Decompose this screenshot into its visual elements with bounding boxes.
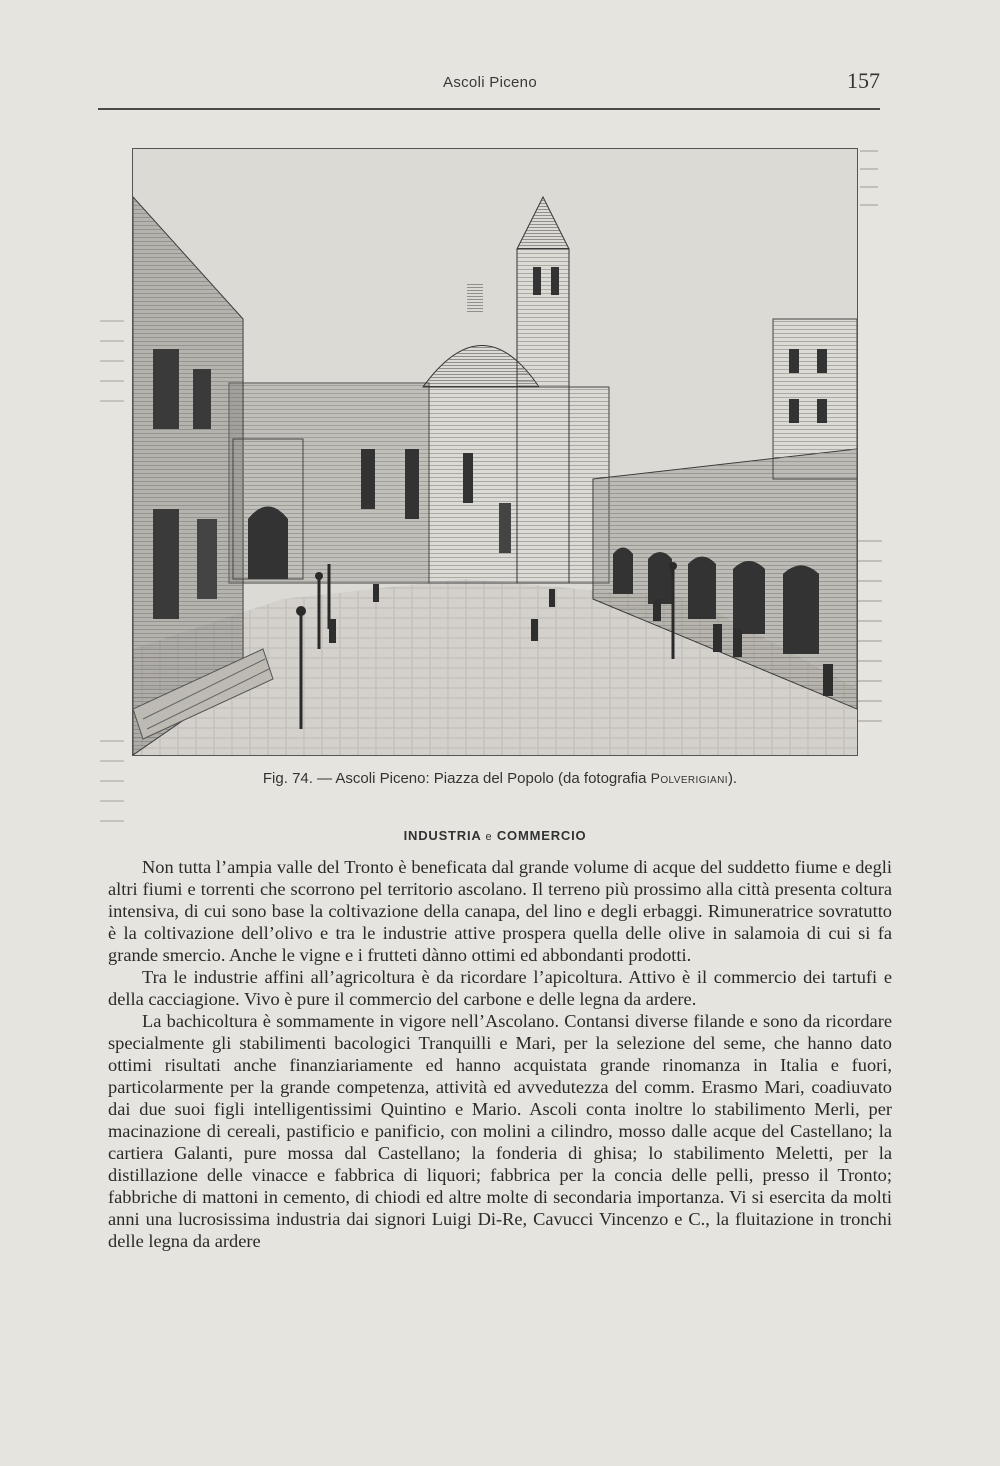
- heading-industria: INDUSTRIA: [403, 828, 482, 843]
- paragraph: Tra le industrie affini all’agricoltura è da ricordare l’apicoltura. Attivo è il commercio dei tartufi e della cacciagione. Vivo è pure il commercio del carbone e delle legna da ardere.: [108, 967, 892, 1009]
- running-head: [100, 68, 880, 102]
- paragraph: Non tutta l’ampia valle del Tronto è beneficata dal grande volume di acque del suddetto fiume e degli altri fiumi e torrenti che scorrono pel territorio ascolano. Il terreno più prossimo alla città presenta coltura intensiva, di cui sono base la coltivazione della canapa, del lino e degli erbaggi. Rimuneratrice sovratutto è la coltivazione dell’olivo e tra le industrie attive prospera quella delle olive in salamoia di cui si fa grande smercio. Anche le vigne e i frutteti dànno ottimi ed abbondanti prodotti.: [108, 857, 892, 965]
- body-text: [108, 856, 892, 1252]
- figure-piazza-del-popolo-engraving: [132, 148, 858, 756]
- caption-suffix: ).: [727, 770, 738, 787]
- engraving-illustration: [133, 149, 857, 755]
- heading-commercio: COMMERCIO: [496, 828, 587, 843]
- caption-photographer: Polverigiani: [650, 770, 728, 786]
- section-heading: [100, 828, 890, 843]
- paragraph: La bachicoltura è sommamente in vigore nell’Ascolano. Contansi diverse filande e sono da ricordare specialmente gli stabilimenti bacologici Tranquilli e Mari, per la selezione del seme, che hanno dato ottimi risultati anche finanziariamente ed hanno acquistata grande rinomanza in Italia e fuori, particolarmente per la grande competenza, attività ed avvedutezza del comm. Erasmo Mari, coadiuvato dai due suoi figli intelligentissimi Quintino e Mario. Ascoli conta inoltre lo stabilimento Merli, per macinazione di cereali, pastificio e panificio, con molini a cilindro, mosso dalle acque del Castellano; la cartiera Galanti, pure mossa dal Castellano; la fonderia di ghisa; lo stabilimento Meletti, per la distillazione delle vinacce e fabbrica di liquori; fabbrica per la concia delle pelli, presso il Tronto; fabbriche di mattoni in cemento, di chiodi ed altre molte di secondaria importanza. Vi si esercita da molti anni una lucrosissima industria dai signori Luigi Di-Re, Cavucci Vincenzo e C., la fluitazione in tronchi delle legna da ardere: [108, 1011, 892, 1251]
- caption-text: Fig. 74. — Ascoli Piceno: Piazza del Popolo (da fotografia: [262, 770, 647, 787]
- heading-conjunction: e: [485, 831, 493, 843]
- figure-caption: [100, 770, 900, 787]
- page-number: 157: [847, 68, 880, 93]
- running-title: Ascoli Piceno: [443, 74, 537, 91]
- header-rule: [98, 108, 880, 110]
